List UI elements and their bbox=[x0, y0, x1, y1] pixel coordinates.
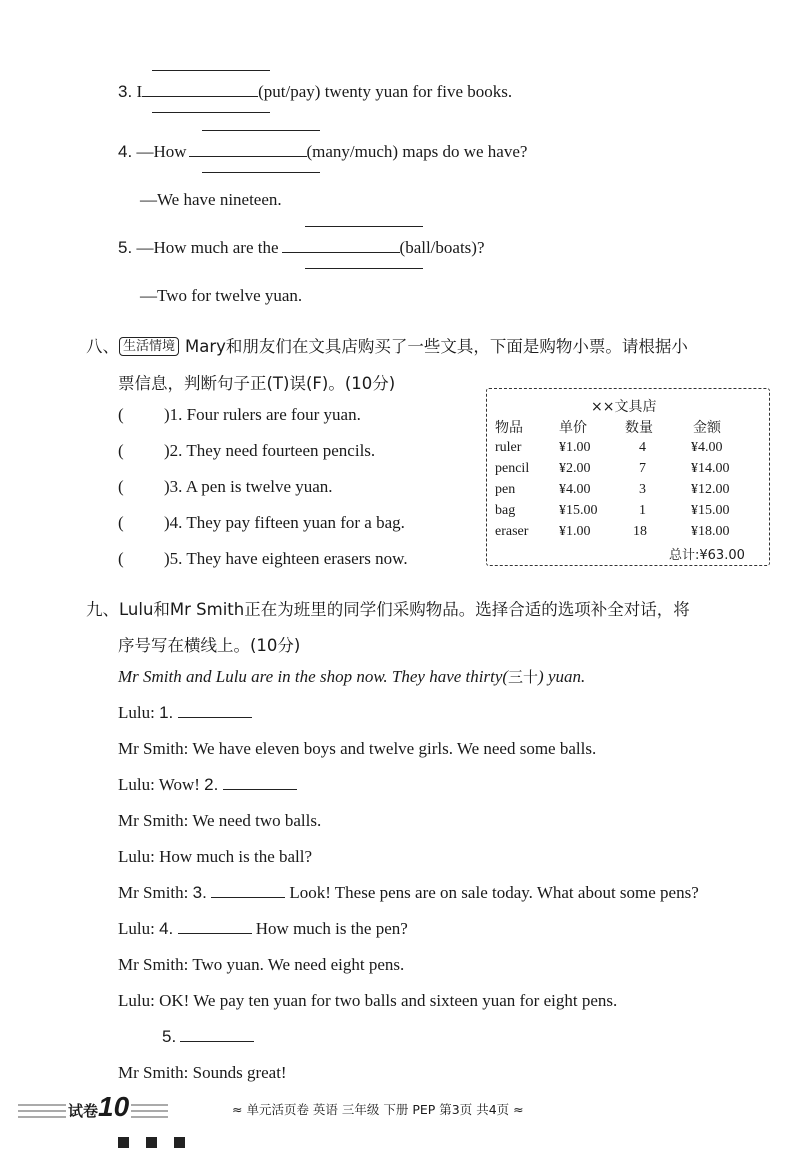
d6-rest: Look! These pens are on sale today. What about some pens? bbox=[289, 883, 699, 902]
q3-blank[interactable] bbox=[142, 95, 258, 97]
q4-answer-line-bottom bbox=[202, 172, 320, 173]
section-8-instruction-1: Mary和朋友们在文具店购买了一些文具，下面是购物小票。请根据小 bbox=[185, 337, 688, 356]
d1-speaker: Lulu: bbox=[118, 703, 155, 722]
test-label bbox=[66, 1093, 131, 1121]
d7-speaker: Lulu: bbox=[118, 919, 155, 938]
receipt-header-qty: 数量 bbox=[625, 420, 653, 436]
receipt-total: 总计:¥63.00 bbox=[669, 548, 745, 563]
s8-item-4 bbox=[118, 513, 405, 533]
receipt-row-2-item: pencil bbox=[495, 461, 530, 476]
receipt-row-4-amount: ¥15.00 bbox=[691, 503, 730, 518]
d7-blank[interactable] bbox=[178, 932, 252, 934]
receipt-row-5-amount: ¥18.00 bbox=[691, 524, 730, 539]
receipt-row-5-qty: 18 bbox=[633, 524, 647, 539]
s8-item-3 bbox=[118, 477, 333, 497]
s8-item-4-paren[interactable]: ( bbox=[118, 513, 124, 532]
question-5 bbox=[118, 238, 485, 258]
s8-item-1-text: )1. Four rulers are four yuan. bbox=[164, 405, 361, 424]
footer-square-3 bbox=[174, 1137, 185, 1148]
dialog-line-5: Lulu: How much is the ball? bbox=[118, 847, 313, 866]
q3-end: twenty yuan for five books. bbox=[324, 82, 513, 101]
question-3 bbox=[118, 82, 512, 102]
receipt-row-3-item: pen bbox=[495, 482, 516, 497]
q5-answer: —Two for twelve yuan. bbox=[140, 286, 303, 305]
dialog-line-4: Mr Smith: We need two balls. bbox=[118, 811, 322, 830]
dialog-line-7 bbox=[118, 919, 408, 939]
q5-start: —How much are the bbox=[136, 238, 279, 257]
s8-item-5-text: )5. They have eighteen erasers now. bbox=[164, 549, 408, 568]
q4-answer: —We have nineteen. bbox=[140, 190, 282, 209]
d6-num: 3. bbox=[192, 883, 207, 902]
receipt-row-1-item: ruler bbox=[495, 440, 522, 455]
receipt-row-2-price: ¥2.00 bbox=[559, 461, 591, 476]
section-9-title-line1 bbox=[86, 596, 690, 620]
s8-item-2-text: )2. They need fourteen pencils. bbox=[164, 441, 376, 460]
receipt-row-3-amount: ¥12.00 bbox=[691, 482, 730, 497]
q4-blank[interactable] bbox=[189, 155, 307, 157]
d10-blank[interactable] bbox=[180, 1040, 254, 1042]
s8-item-3-paren[interactable]: ( bbox=[118, 477, 124, 496]
receipt-row-4-qty: 1 bbox=[639, 503, 646, 518]
s8-item-2 bbox=[118, 441, 375, 461]
context-tag: 生活情境 bbox=[119, 337, 179, 356]
q4-answer-line-top bbox=[202, 130, 320, 131]
d10-num: 5. bbox=[162, 1027, 177, 1046]
s9-intro-cn: 三十 bbox=[508, 668, 539, 686]
s8-item-1 bbox=[118, 405, 361, 425]
d1-blank[interactable] bbox=[178, 716, 252, 718]
receipt-row-1-amount: ¥4.00 bbox=[691, 440, 723, 455]
footer-info: ≈ 单元活页卷 英语 三年级 下册 PEP 第3页 共4页 ≈ bbox=[232, 1102, 524, 1117]
receipt-row-5-item: eraser bbox=[495, 524, 529, 539]
dialog-line-3 bbox=[118, 775, 297, 795]
s8-item-2-paren[interactable]: ( bbox=[118, 441, 124, 460]
section-9-instruction-2: 序号写在横线上。(10分) bbox=[118, 636, 301, 655]
receipt-row-3-price: ¥4.00 bbox=[559, 482, 591, 497]
s8-item-3-text: )3. A pen is twelve yuan. bbox=[164, 477, 333, 496]
s9-intro-a: Mr Smith and Lulu are in the shop now. They have thirty( bbox=[118, 667, 509, 686]
s8-item-1-paren[interactable]: ( bbox=[118, 405, 124, 424]
receipt-row-4-price: ¥15.00 bbox=[559, 503, 598, 518]
receipt-header-amount: 金额 bbox=[693, 420, 721, 436]
receipt-row-1-price: ¥1.00 bbox=[559, 440, 591, 455]
test-number: 10 bbox=[98, 1091, 130, 1122]
section-8-instruction-2: 票信息，判断句子正(T)误(F)。(10分) bbox=[118, 374, 396, 393]
receipt bbox=[486, 388, 770, 566]
s8-item-5-paren[interactable]: ( bbox=[118, 549, 124, 568]
q4-start: —How bbox=[136, 142, 187, 161]
receipt-row-4-item: bag bbox=[495, 503, 516, 518]
dialog-line-2: Mr Smith: We have eleven boys and twelve girls. We need some balls. bbox=[118, 739, 597, 758]
q5-answer-line-top bbox=[305, 226, 423, 227]
s8-item-5 bbox=[118, 549, 408, 569]
q4-end: maps do we have? bbox=[402, 142, 528, 161]
test-label-text: 试卷 bbox=[68, 1102, 99, 1120]
d3-num: 2. bbox=[204, 775, 219, 794]
q5-answer-line-bottom bbox=[305, 268, 423, 269]
s9-intro-b: ) yuan. bbox=[538, 667, 586, 686]
receipt-row-2-amount: ¥14.00 bbox=[691, 461, 730, 476]
receipt-row-1-qty: 4 bbox=[639, 440, 646, 455]
receipt-header-price: 单价 bbox=[559, 420, 587, 436]
receipt-header-item: 物品 bbox=[495, 420, 523, 436]
dialog-line-6 bbox=[118, 883, 699, 903]
q4-options: (many/much) bbox=[306, 142, 399, 161]
footer-square-1 bbox=[118, 1137, 129, 1148]
d7-rest: How much is the pen? bbox=[255, 919, 408, 938]
receipt-row-3-qty: 3 bbox=[639, 482, 646, 497]
q3-options: (put/pay) bbox=[258, 82, 321, 101]
q3-start: I bbox=[136, 82, 143, 101]
section-8-title-line1 bbox=[86, 333, 688, 358]
dialog-line-1 bbox=[118, 703, 252, 723]
q5-number: 5. bbox=[118, 238, 133, 257]
d3-speaker: Lulu: Wow! bbox=[118, 775, 200, 794]
q3-answer-line-top bbox=[152, 70, 270, 71]
receipt-row-5-price: ¥1.00 bbox=[559, 524, 591, 539]
section-8-number: 八、 bbox=[86, 337, 119, 356]
q3-number: 3. bbox=[118, 82, 133, 101]
dialog-line-11: Mr Smith: Sounds great! bbox=[118, 1063, 287, 1082]
section-9-number: 九、 bbox=[86, 600, 119, 619]
question-4 bbox=[118, 142, 527, 162]
q5-options: (ball/boats)? bbox=[399, 238, 485, 257]
s9-intro bbox=[118, 666, 585, 687]
dialog-line-10 bbox=[162, 1027, 254, 1047]
d1-num: 1. bbox=[159, 703, 174, 722]
q5-blank[interactable] bbox=[282, 251, 400, 253]
d7-num: 4. bbox=[159, 919, 174, 938]
section-9-instruction-1: Lulu和Mr Smith正在为班里的同学们采购物品。选择合适的选项补全对话，将 bbox=[119, 600, 690, 619]
footer-square-2 bbox=[146, 1137, 157, 1148]
dialog-line-9: Lulu: OK! We pay ten yuan for two balls and sixteen yuan for eight pens. bbox=[118, 991, 618, 1010]
dialog-line-8: Mr Smith: Two yuan. We need eight pens. bbox=[118, 955, 405, 974]
s8-item-4-text: )4. They pay fifteen yuan for a bag. bbox=[164, 513, 405, 532]
d6-blank[interactable] bbox=[211, 896, 285, 898]
q4-number: 4. bbox=[118, 142, 133, 161]
d3-blank[interactable] bbox=[223, 788, 297, 790]
receipt-shop-name: ××文具店 bbox=[591, 399, 657, 415]
receipt-row-2-qty: 7 bbox=[639, 461, 646, 476]
q3-answer-line-bottom bbox=[152, 112, 270, 113]
d6-speaker: Mr Smith: bbox=[118, 883, 189, 902]
